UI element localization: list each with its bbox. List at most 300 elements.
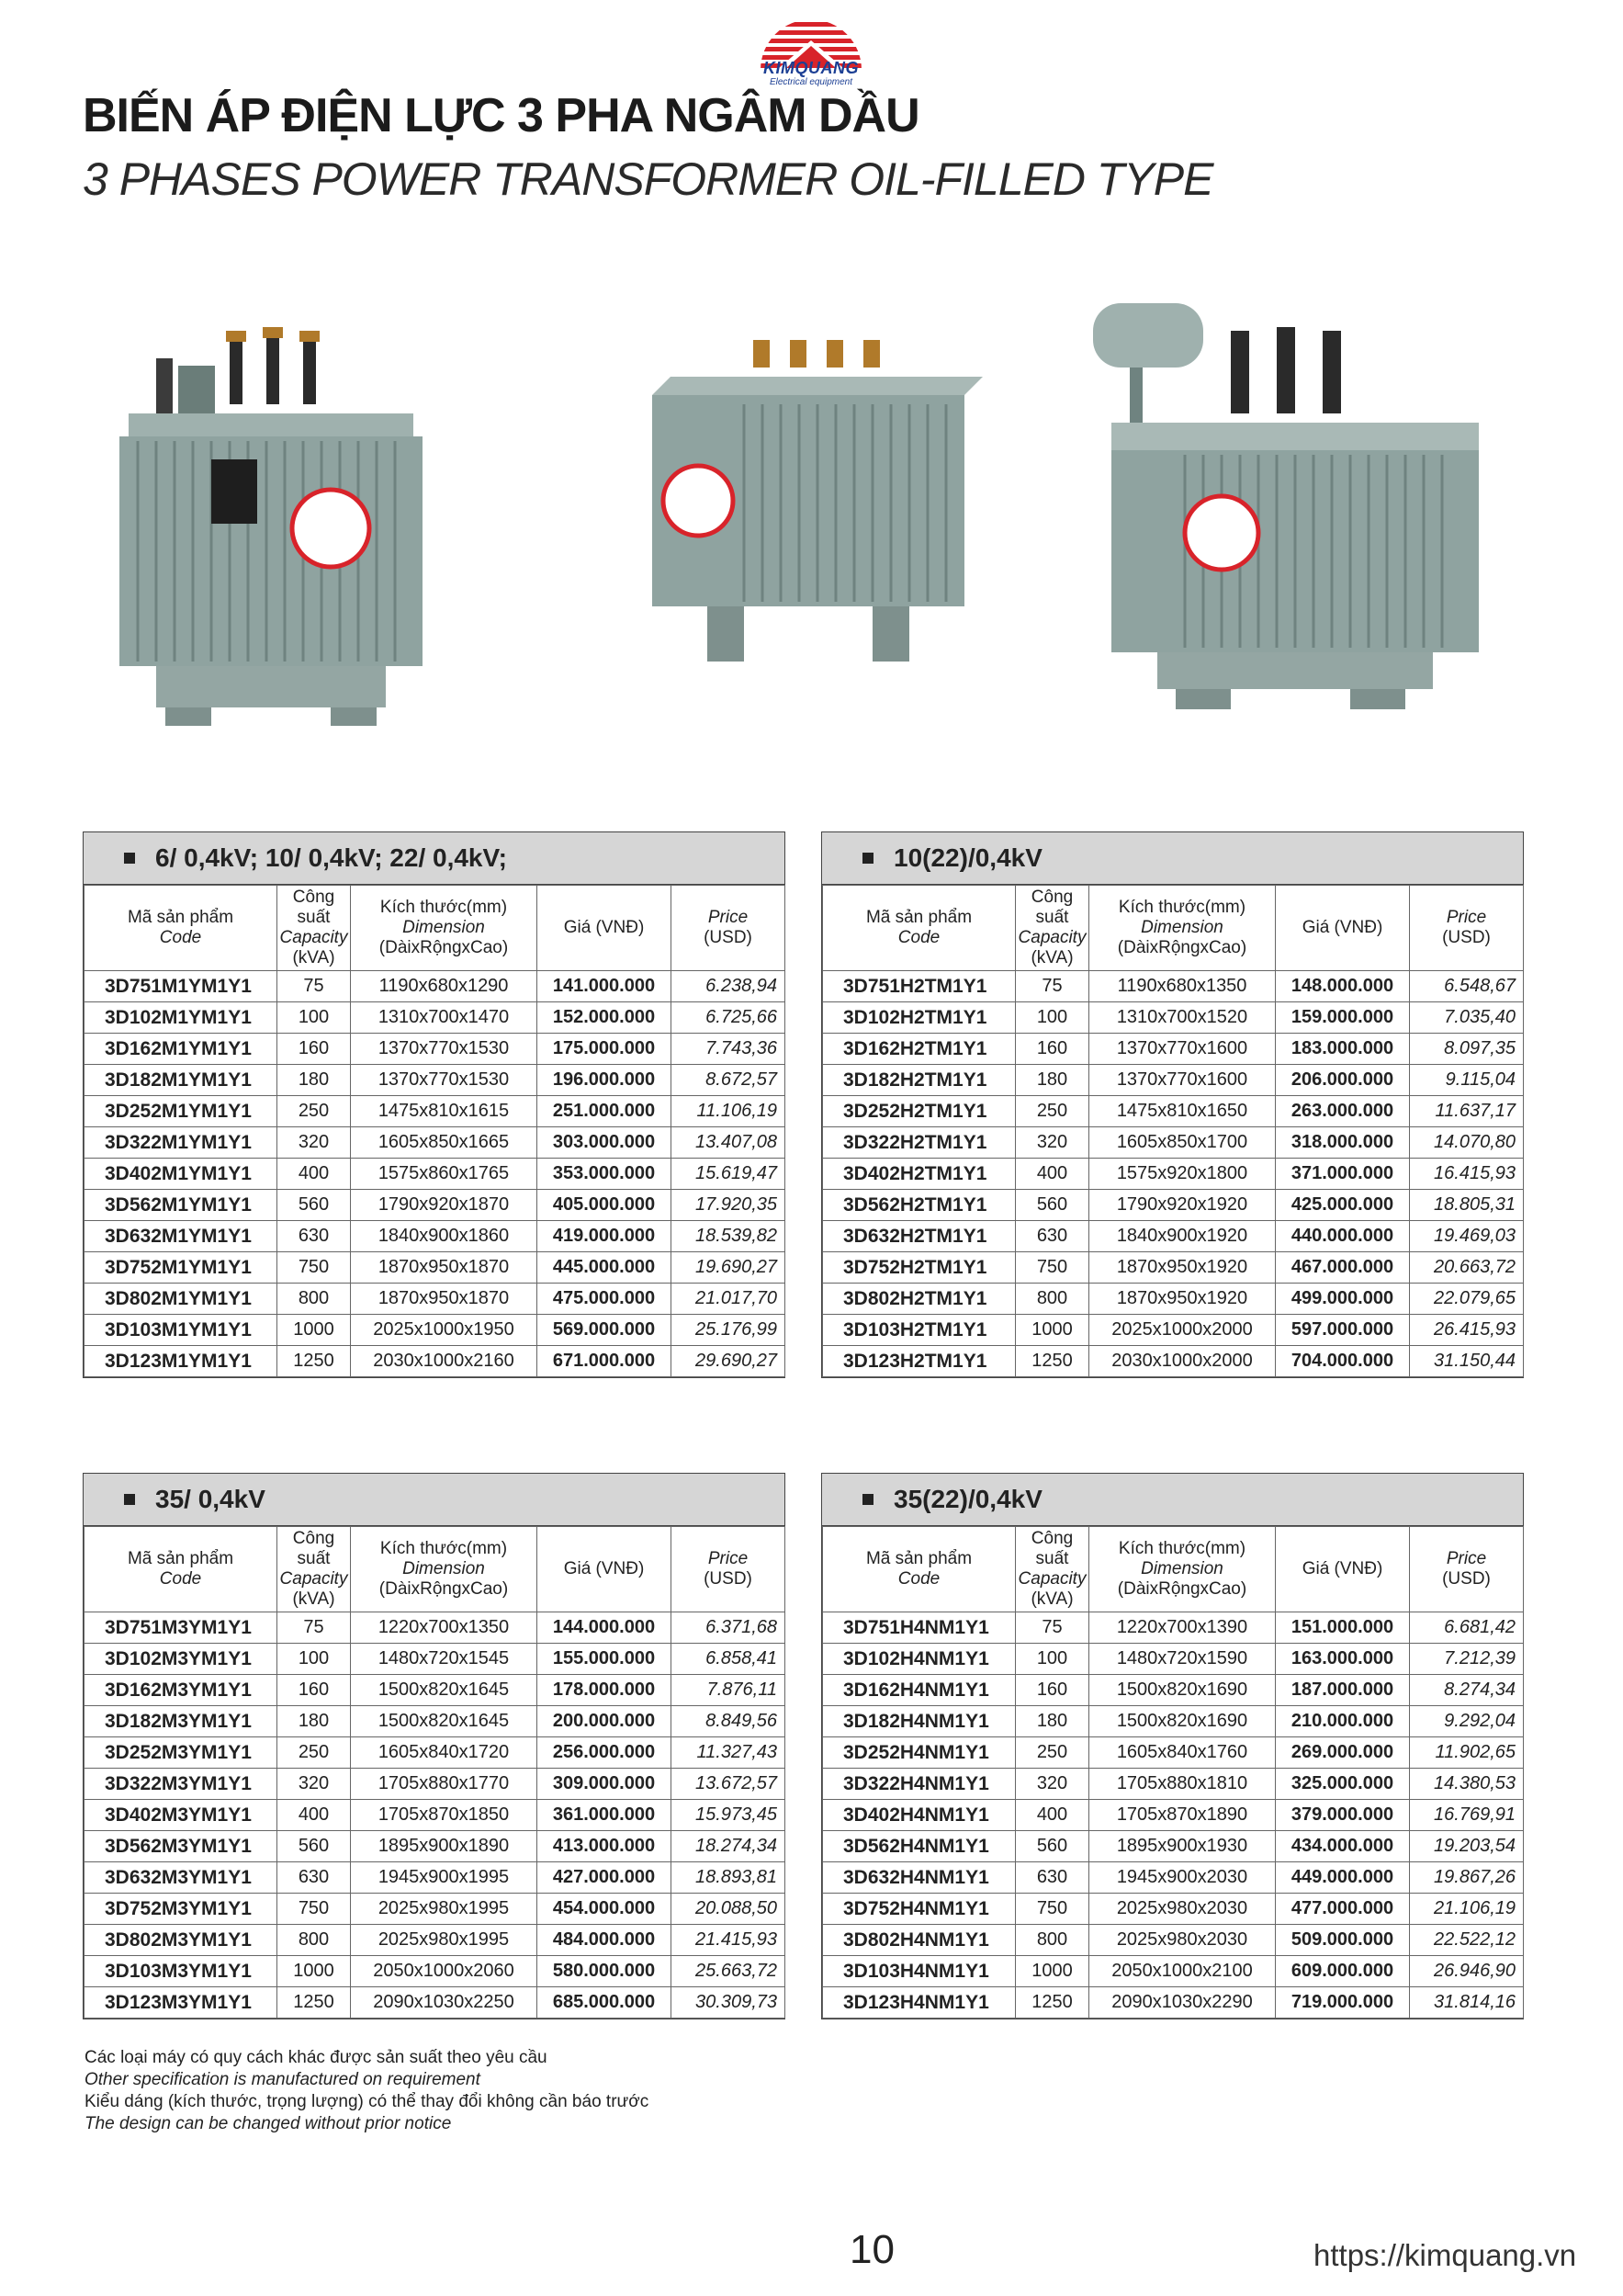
capacity-cell: 180 [1016,1706,1089,1737]
price-usd-cell: 22.522,12 [1410,1925,1524,1956]
price-usd-cell: 18.805,31 [1410,1190,1524,1221]
product-code-cell: 3D322M1YM1Y1 [85,1127,277,1159]
capacity-cell: 750 [1016,1894,1089,1925]
capacity-cell: 400 [277,1159,351,1190]
price-vnd-cell: 318.000.000 [1276,1127,1410,1159]
price-vnd-cell: 569.000.000 [537,1315,671,1346]
capacity-cell: 630 [277,1862,351,1894]
price-vnd-cell: 251.000.000 [537,1096,671,1127]
price-usd-cell: 6.371,68 [671,1612,785,1644]
dimension-cell: 2030x1000x2000 [1089,1346,1276,1377]
transformer-photo-1 [101,303,468,735]
capacity-cell: 750 [277,1894,351,1925]
dimension-cell: 1500x820x1690 [1089,1675,1276,1706]
product-code-cell: 3D562M1YM1Y1 [85,1190,277,1221]
capacity-cell: 1250 [277,1987,351,2019]
capacity-cell: 75 [1016,971,1089,1002]
capacity-cell: 75 [277,1612,351,1644]
col-price-usd: Price (USD) [1410,1527,1524,1612]
dimension-cell: 1575x860x1765 [351,1159,537,1190]
table-row [823,1706,1524,1737]
capacity-cell: 750 [277,1252,351,1284]
product-code-cell: 3D103M1YM1Y1 [85,1315,277,1346]
table-row [823,1284,1524,1315]
product-code-cell: 3D103H2TM1Y1 [823,1315,1016,1346]
table-row [85,1065,785,1096]
table-row [823,1127,1524,1159]
price-vnd-cell: 303.000.000 [537,1127,671,1159]
col-price-vnd: Giá (VNĐ) [537,1527,671,1612]
price-vnd-cell: 152.000.000 [537,1002,671,1034]
capacity-cell: 180 [1016,1065,1089,1096]
capacity-cell: 400 [1016,1159,1089,1190]
price-usd-cell: 19.867,26 [1410,1862,1524,1894]
dimension-cell: 1705x870x1890 [1089,1800,1276,1831]
price-vnd-cell: 475.000.000 [537,1284,671,1315]
price-usd-cell: 26.946,90 [1410,1956,1524,1987]
dimension-cell: 1870x950x1920 [1089,1252,1276,1284]
product-code-cell: 3D123H2TM1Y1 [823,1346,1016,1377]
dimension-cell: 1790x920x1920 [1089,1190,1276,1221]
price-vnd-cell: 405.000.000 [537,1190,671,1221]
product-code-cell: 3D162H4NM1Y1 [823,1675,1016,1706]
product-code-cell: 3D123M3YM1Y1 [85,1987,277,2019]
dimension-cell: 1500x820x1645 [351,1675,537,1706]
product-photos [83,276,1543,735]
dimension-cell: 2090x1030x2250 [351,1987,537,2019]
table-row [823,1034,1524,1065]
price-usd-cell: 15.973,45 [671,1800,785,1831]
table-row [85,1769,785,1800]
dimension-cell: 1605x840x1720 [351,1737,537,1769]
capacity-cell: 160 [1016,1034,1089,1065]
table-row [85,1127,785,1159]
price-vnd-cell: 144.000.000 [537,1612,671,1644]
table-row [85,1221,785,1252]
capacity-cell: 630 [1016,1862,1089,1894]
price-vnd-cell: 353.000.000 [537,1159,671,1190]
capacity-cell: 1000 [1016,1315,1089,1346]
note-vi-1: Các loại máy có quy cách khác được sản suất theo yêu cầu [85,2048,547,2067]
price-usd-cell: 17.920,35 [671,1190,785,1221]
price-usd-cell: 19.203,54 [1410,1831,1524,1862]
capacity-cell: 560 [1016,1190,1089,1221]
price-usd-cell: 9.115,04 [1410,1065,1524,1096]
note-en-2: The design can be changed without prior notice [85,2114,452,2133]
dimension-cell: 1705x870x1850 [351,1800,537,1831]
square-bullet-icon [124,1494,135,1505]
table-row [823,1862,1524,1894]
price-vnd-cell: 159.000.000 [1276,1002,1410,1034]
price-usd-cell: 8.274,34 [1410,1675,1524,1706]
table-row [823,971,1524,1002]
product-code-cell: 3D802M1YM1Y1 [85,1284,277,1315]
dimension-cell: 1870x950x1870 [351,1284,537,1315]
dimension-cell: 1220x700x1390 [1089,1612,1276,1644]
price-usd-cell: 29.690,27 [671,1346,785,1377]
table-row [823,1737,1524,1769]
price-usd-cell: 6.858,41 [671,1644,785,1675]
product-code-cell: 3D402M3YM1Y1 [85,1800,277,1831]
product-code-cell: 3D632H4NM1Y1 [823,1862,1016,1894]
table-row [85,1831,785,1862]
table-row [85,1800,785,1831]
capacity-cell: 560 [277,1831,351,1862]
price-usd-cell: 26.415,93 [1410,1315,1524,1346]
col-price-vnd: Giá (VNĐ) [1276,886,1410,971]
price-vnd-cell: 151.000.000 [1276,1612,1410,1644]
table-row [85,971,785,1002]
price-usd-cell: 18.893,81 [671,1862,785,1894]
price-vnd-cell: 719.000.000 [1276,1987,1410,2019]
capacity-cell: 75 [277,971,351,1002]
table-6-10-22kv [83,831,785,1378]
dimension-cell: 1605x850x1700 [1089,1127,1276,1159]
capacity-cell: 750 [1016,1252,1089,1284]
product-code-cell: 3D751M1YM1Y1 [85,971,277,1002]
table-row [823,1159,1524,1190]
dimension-cell: 1475x810x1615 [351,1096,537,1127]
dimension-cell: 2025x1000x2000 [1089,1315,1276,1346]
table-row [85,1644,785,1675]
dimension-cell: 2025x1000x1950 [351,1315,537,1346]
table-row [823,1612,1524,1644]
dimension-cell: 1870x950x1870 [351,1252,537,1284]
table-row [823,1925,1524,1956]
product-code-cell: 3D752M1YM1Y1 [85,1252,277,1284]
price-usd-cell: 21.017,70 [671,1284,785,1315]
table-row [823,1096,1524,1127]
product-code-cell: 3D751H4NM1Y1 [823,1612,1016,1644]
product-code-cell: 3D632M1YM1Y1 [85,1221,277,1252]
product-code-cell: 3D752M3YM1Y1 [85,1894,277,1925]
capacity-cell: 800 [1016,1925,1089,1956]
table-row [85,1956,785,1987]
dimension-cell: 1370x770x1530 [351,1065,537,1096]
square-bullet-icon [124,853,135,864]
table-row [85,1675,785,1706]
capacity-cell: 1250 [277,1346,351,1377]
price-usd-cell: 19.690,27 [671,1252,785,1284]
dimension-cell: 1480x720x1590 [1089,1644,1276,1675]
product-code-cell: 3D751H2TM1Y1 [823,971,1016,1002]
capacity-cell: 320 [1016,1127,1089,1159]
dimension-cell: 1895x900x1890 [351,1831,537,1862]
table-row [85,1925,785,1956]
product-code-cell: 3D402H4NM1Y1 [823,1800,1016,1831]
price-vnd-cell: 187.000.000 [1276,1675,1410,1706]
product-code-cell: 3D162M1YM1Y1 [85,1034,277,1065]
dimension-cell: 1370x770x1600 [1089,1065,1276,1096]
product-code-cell: 3D562H4NM1Y1 [823,1831,1016,1862]
price-vnd-cell: 206.000.000 [1276,1065,1410,1096]
table-row [85,1252,785,1284]
table-heading: 35(22)/0,4kV [822,1474,1523,1526]
price-vnd-cell: 580.000.000 [537,1956,671,1987]
price-usd-cell: 11.327,43 [671,1737,785,1769]
product-code-cell: 3D102M1YM1Y1 [85,1002,277,1034]
product-code-cell: 3D252M3YM1Y1 [85,1737,277,1769]
product-code-cell: 3D562M3YM1Y1 [85,1831,277,1862]
capacity-cell: 320 [277,1127,351,1159]
price-vnd-cell: 484.000.000 [537,1925,671,1956]
table-heading: 6/ 0,4kV; 10/ 0,4kV; 22/ 0,4kV; [84,832,784,885]
dimension-cell: 1500x820x1645 [351,1706,537,1737]
product-code-cell: 3D102H2TM1Y1 [823,1002,1016,1034]
table-heading: 10(22)/0,4kV [822,832,1523,885]
col-code: Mã sản phẩm Code [85,886,277,971]
product-code-cell: 3D632H2TM1Y1 [823,1221,1016,1252]
price-vnd-cell: 445.000.000 [537,1252,671,1284]
price-usd-cell: 6.548,67 [1410,971,1524,1002]
product-code-cell: 3D103M3YM1Y1 [85,1956,277,1987]
price-vnd-cell: 440.000.000 [1276,1221,1410,1252]
table-row [85,1096,785,1127]
product-code-cell: 3D252H4NM1Y1 [823,1737,1016,1769]
col-price-usd: Price (USD) [671,886,785,971]
price-vnd-cell: 449.000.000 [1276,1862,1410,1894]
capacity-cell: 250 [1016,1096,1089,1127]
brand-name: KIMQUANG [763,59,859,77]
price-vnd-cell: 499.000.000 [1276,1284,1410,1315]
transformer-photo-2 [615,340,1001,689]
table-row [85,1002,785,1034]
table-row [823,1894,1524,1925]
table-row [823,1065,1524,1096]
col-dimension: Kích thước(mm) Dimension (DàixRộngxCao) [351,886,537,971]
price-usd-cell: 16.769,91 [1410,1800,1524,1831]
capacity-cell: 800 [277,1284,351,1315]
dimension-cell: 2050x1000x2100 [1089,1956,1276,1987]
product-code-cell: 3D123M1YM1Y1 [85,1346,277,1377]
dimension-cell: 2090x1030x2290 [1089,1987,1276,2019]
product-code-cell: 3D402M1YM1Y1 [85,1159,277,1190]
product-code-cell: 3D402H2TM1Y1 [823,1159,1016,1190]
dimension-cell: 1500x820x1690 [1089,1706,1276,1737]
product-code-cell: 3D182H4NM1Y1 [823,1706,1016,1737]
price-vnd-cell: 183.000.000 [1276,1034,1410,1065]
price-usd-cell: 7.876,11 [671,1675,785,1706]
dimension-cell: 2025x980x2030 [1089,1894,1276,1925]
dimension-cell: 1605x850x1665 [351,1127,537,1159]
price-usd-cell: 6.681,42 [1410,1612,1524,1644]
dimension-cell: 1605x840x1760 [1089,1737,1276,1769]
price-usd-cell: 18.539,82 [671,1221,785,1252]
capacity-cell: 160 [277,1034,351,1065]
product-code-cell: 3D182M3YM1Y1 [85,1706,277,1737]
col-dimension: Kích thước(mm) Dimension (DàixRộngxCao) [1089,1527,1276,1612]
capacity-cell: 100 [277,1002,351,1034]
price-vnd-cell: 609.000.000 [1276,1956,1410,1987]
price-vnd-cell: 477.000.000 [1276,1894,1410,1925]
capacity-cell: 180 [277,1065,351,1096]
product-code-cell: 3D252H2TM1Y1 [823,1096,1016,1127]
table-row [823,1252,1524,1284]
price-usd-cell: 14.070,80 [1410,1127,1524,1159]
table-row [823,1675,1524,1706]
dimension-cell: 1475x810x1650 [1089,1096,1276,1127]
col-price-vnd: Giá (VNĐ) [1276,1527,1410,1612]
capacity-cell: 1250 [1016,1346,1089,1377]
price-vnd-cell: 467.000.000 [1276,1252,1410,1284]
dimension-cell: 1895x900x1930 [1089,1831,1276,1862]
table-row [85,1346,785,1377]
col-code: Mã sản phẩm Code [823,1527,1016,1612]
table-heading: 35/ 0,4kV [84,1474,784,1526]
table-row [85,1894,785,1925]
dimension-cell: 2050x1000x2060 [351,1956,537,1987]
price-vnd-cell: 379.000.000 [1276,1800,1410,1831]
price-usd-cell: 8.097,35 [1410,1034,1524,1065]
col-capacity: Công suất Capacity (kVA) [1016,886,1089,971]
col-capacity: Công suất Capacity (kVA) [277,1527,351,1612]
page-title-vi: BIẾN ÁP ĐIỆN LỰC 3 PHA NGÂM DẦU [83,89,919,142]
table-35kv [83,1473,785,2019]
dimension-cell: 1870x950x1920 [1089,1284,1276,1315]
square-bullet-icon [862,1494,873,1505]
price-usd-cell: 19.469,03 [1410,1221,1524,1252]
price-vnd-cell: 155.000.000 [537,1644,671,1675]
website-link[interactable]: https://kimquang.vn [1313,2238,1577,2272]
price-vnd-cell: 163.000.000 [1276,1644,1410,1675]
product-code-cell: 3D752H2TM1Y1 [823,1252,1016,1284]
table-row [823,1221,1524,1252]
price-vnd-cell: 148.000.000 [1276,971,1410,1002]
price-usd-cell: 11.902,65 [1410,1737,1524,1769]
capacity-cell: 1250 [1016,1987,1089,2019]
capacity-cell: 1000 [277,1956,351,1987]
table-row [85,1706,785,1737]
dimension-cell: 1945x900x2030 [1089,1862,1276,1894]
dimension-cell: 1370x770x1600 [1089,1034,1276,1065]
price-vnd-cell: 141.000.000 [537,971,671,1002]
capacity-cell: 100 [1016,1644,1089,1675]
dimension-cell: 1220x700x1350 [351,1612,537,1644]
price-usd-cell: 8.849,56 [671,1706,785,1737]
table-row [85,1284,785,1315]
table-row [85,1612,785,1644]
dimension-cell: 2025x980x2030 [1089,1925,1276,1956]
price-vnd-cell: 427.000.000 [537,1862,671,1894]
capacity-cell: 320 [277,1769,351,1800]
price-usd-cell: 13.672,57 [671,1769,785,1800]
price-vnd-cell: 309.000.000 [537,1769,671,1800]
transformer-photo-3 [1075,294,1506,726]
dimension-cell: 1840x900x1860 [351,1221,537,1252]
price-vnd-cell: 196.000.000 [537,1065,671,1096]
col-capacity: Công suất Capacity (kVA) [1016,1527,1089,1612]
table-row [85,1987,785,2019]
dimension-cell: 1945x900x1995 [351,1862,537,1894]
product-code-cell: 3D802M3YM1Y1 [85,1925,277,1956]
capacity-cell: 400 [1016,1800,1089,1831]
price-vnd-cell: 509.000.000 [1276,1925,1410,1956]
dimension-cell: 2030x1000x2160 [351,1346,537,1377]
dimension-cell: 2025x980x1995 [351,1925,537,1956]
price-vnd-cell: 419.000.000 [537,1221,671,1252]
product-code-cell: 3D802H2TM1Y1 [823,1284,1016,1315]
price-vnd-cell: 425.000.000 [1276,1190,1410,1221]
table-row [823,1644,1524,1675]
brand-tagline: Electrical equipment [769,77,853,87]
capacity-cell: 250 [277,1737,351,1769]
price-vnd-cell: 597.000.000 [1276,1315,1410,1346]
price-usd-cell: 11.106,19 [671,1096,785,1127]
page-title-en: 3 PHASES POWER TRANSFORMER OIL-FILLED TYPE [83,153,1213,205]
table-row [85,1315,785,1346]
dimension-cell: 2025x980x1995 [351,1894,537,1925]
price-vnd-cell: 685.000.000 [537,1987,671,2019]
price-usd-cell: 25.663,72 [671,1956,785,1987]
price-usd-cell: 22.079,65 [1410,1284,1524,1315]
col-code: Mã sản phẩm Code [823,886,1016,971]
price-vnd-cell: 671.000.000 [537,1346,671,1377]
product-code-cell: 3D322M3YM1Y1 [85,1769,277,1800]
table-row [85,1034,785,1065]
capacity-cell: 560 [1016,1831,1089,1862]
col-capacity: Công suất Capacity (kVA) [277,886,351,971]
price-usd-cell: 31.150,44 [1410,1346,1524,1377]
price-usd-cell: 13.407,08 [671,1127,785,1159]
table-row [823,1769,1524,1800]
price-vnd-cell: 210.000.000 [1276,1706,1410,1737]
capacity-cell: 100 [277,1644,351,1675]
price-vnd-cell: 178.000.000 [537,1675,671,1706]
capacity-cell: 400 [277,1800,351,1831]
dimension-cell: 1190x680x1350 [1089,971,1276,1002]
page-number: 10 [850,2227,895,2272]
col-dimension: Kích thước(mm) Dimension (DàixRộngxCao) [351,1527,537,1612]
price-vnd-cell: 371.000.000 [1276,1159,1410,1190]
price-vnd-cell: 413.000.000 [537,1831,671,1862]
col-price-vnd: Giá (VNĐ) [537,886,671,971]
product-code-cell: 3D123H4NM1Y1 [823,1987,1016,2019]
dimension-cell: 1575x920x1800 [1089,1159,1276,1190]
product-code-cell: 3D162M3YM1Y1 [85,1675,277,1706]
price-usd-cell: 16.415,93 [1410,1159,1524,1190]
price-vnd-cell: 200.000.000 [537,1706,671,1737]
capacity-cell: 180 [277,1706,351,1737]
capacity-cell: 75 [1016,1612,1089,1644]
dimension-cell: 1190x680x1290 [351,971,537,1002]
capacity-cell: 1000 [277,1315,351,1346]
dimension-cell: 1370x770x1530 [351,1034,537,1065]
capacity-cell: 250 [277,1096,351,1127]
price-vnd-cell: 269.000.000 [1276,1737,1410,1769]
table-row [823,1987,1524,2019]
col-code: Mã sản phẩm Code [85,1527,277,1612]
dimension-cell: 1310x700x1520 [1089,1002,1276,1034]
price-vnd-cell: 175.000.000 [537,1034,671,1065]
dimension-cell: 1480x720x1545 [351,1644,537,1675]
price-usd-cell: 11.637,17 [1410,1096,1524,1127]
table-10-22kv [821,831,1524,1378]
capacity-cell: 250 [1016,1737,1089,1769]
product-code-cell: 3D162H2TM1Y1 [823,1034,1016,1065]
table-row [85,1159,785,1190]
price-vnd-cell: 434.000.000 [1276,1831,1410,1862]
price-usd-cell: 21.415,93 [671,1925,785,1956]
col-dimension: Kích thước(mm) Dimension (DàixRộngxCao) [1089,886,1276,971]
price-usd-cell: 8.672,57 [671,1065,785,1096]
table-row [823,1190,1524,1221]
product-code-cell: 3D562H2TM1Y1 [823,1190,1016,1221]
price-usd-cell: 14.380,53 [1410,1769,1524,1800]
price-usd-cell: 20.088,50 [671,1894,785,1925]
note-en-1: Other specification is manufactured on requirement [85,2070,480,2089]
product-code-cell: 3D802H4NM1Y1 [823,1925,1016,1956]
price-usd-cell: 25.176,99 [671,1315,785,1346]
